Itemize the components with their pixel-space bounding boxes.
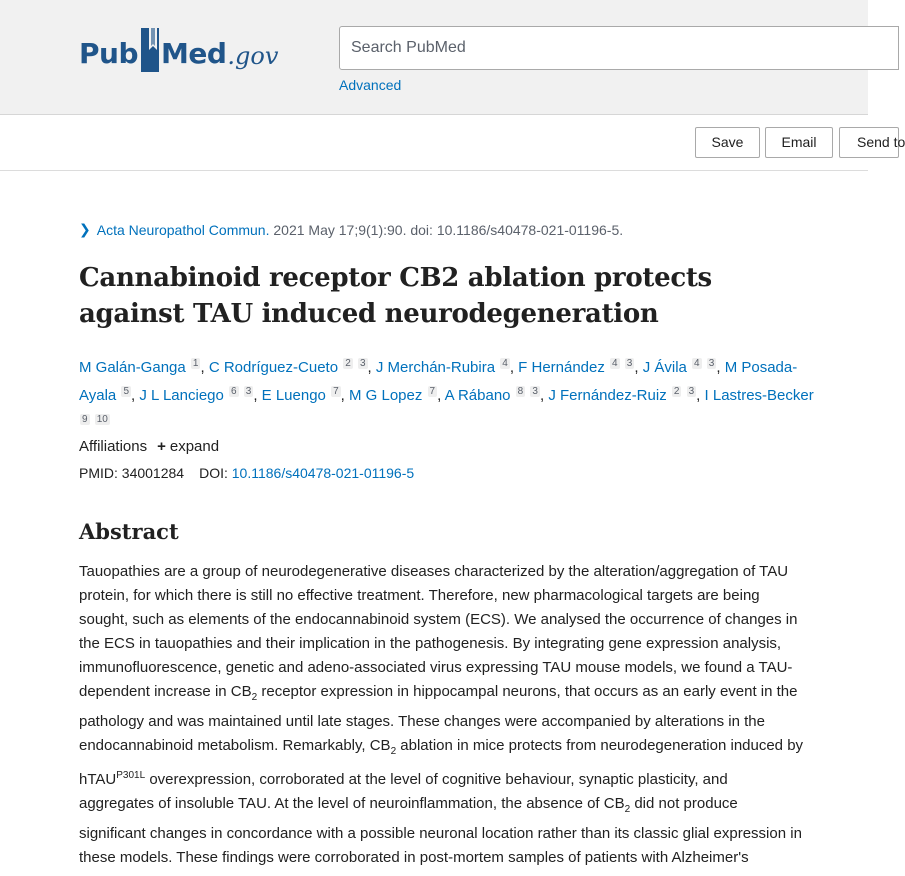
affiliation-ref[interactable]: 2 — [345, 358, 351, 369]
journal-citation — [79, 222, 623, 239]
doi-link[interactable]: 10.1186/s40478-021-01196-5 — [231, 465, 415, 481]
journal-link[interactable]: Acta Neuropathol Commun. — [96, 222, 270, 238]
subscript: 2 — [624, 804, 631, 815]
author-link[interactable]: M G Lopez — [348, 387, 423, 404]
affiliation-ref[interactable]: 5 — [123, 386, 129, 397]
author-link[interactable]: J L Lanciego — [139, 387, 224, 404]
affiliation-ref[interactable]: 3 — [532, 386, 538, 397]
abstract-heading: Abstract — [79, 519, 179, 544]
citation-details: 2021 May 17;9(1):90. doi: 10.1186/s40478-021-01196-5. — [269, 222, 624, 238]
affiliation-ref[interactable]: 3 — [359, 358, 366, 369]
author-link[interactable]: M Posada-Ayala — [79, 359, 798, 404]
author-link[interactable]: J Fernández-Ruiz — [548, 387, 667, 404]
affiliation-ref[interactable]: 3 — [626, 358, 633, 369]
logo-text-med: Med — [161, 37, 227, 70]
advanced-search-link[interactable]: Advanced — [339, 77, 402, 93]
affiliation-ref[interactable]: 8 — [517, 386, 524, 397]
email-button[interactable]: Email — [765, 127, 833, 158]
chevron-right-icon[interactable]: ❯ — [79, 221, 91, 237]
author-link[interactable]: C Rodríguez-Cueto — [208, 359, 339, 376]
author-link[interactable]: M Galán-Ganga — [79, 359, 186, 376]
affiliation-ref[interactable]: 3 — [688, 386, 695, 397]
affiliation-ref[interactable]: 1 — [192, 358, 199, 369]
logo-text-gov: .gov — [227, 42, 279, 70]
site-header — [0, 0, 868, 115]
doi-label: DOI: — [199, 465, 232, 481]
abstract-text — [79, 560, 805, 870]
abstract-part: Tauopathies are a group of neurodegenerative diseases characterized by the alteration/aggregation of TAU protein, for which there is still no effective treatment. Therefore, new pharmacological targets are being sought, such as elements of the endocannabinoid system (ECS). We analysed the occurrence of changes in the ECS in tauopathies and their implication in the pathogenesis. By integrating gene expression analysis, immunofluorescence, genetic and adeno-associated virus expressing TAU mouse models, we found a TAU-dependent increase in CB — [79, 563, 798, 700]
affiliation-ref[interactable]: 6 — [231, 386, 237, 397]
author-link[interactable]: J Ávila — [642, 359, 687, 376]
affiliation-ref[interactable]: 7 — [429, 386, 436, 397]
subscript: 2 — [390, 746, 397, 757]
affiliation-ref[interactable]: 2 — [673, 386, 680, 397]
affiliations-label: Affiliations — [79, 438, 148, 455]
identifiers — [79, 465, 414, 481]
superscript: P301L — [116, 770, 146, 781]
abstract-part: did not produce significant changes in concordance with a possible neuronal location rather than its classic glial expression in these models. These findings were corroborated in post-mortem samples of patients with Alzheimer's — [79, 795, 802, 866]
send-to-button[interactable]: Send to — [839, 127, 899, 158]
affiliation-ref[interactable]: 3 — [245, 386, 252, 397]
author-link[interactable]: I Lastres-Becker — [704, 387, 814, 404]
save-button[interactable]: Save — [695, 127, 760, 158]
affiliation-ref[interactable]: 3 — [708, 358, 715, 369]
affiliation-ref[interactable]: 4 — [694, 358, 700, 369]
pmid-value: 34001284 — [121, 465, 185, 481]
author-link[interactable]: J Merchán-Rubira — [375, 359, 496, 376]
bookmark-logo-icon — [139, 26, 161, 74]
pubmed-logo[interactable] — [79, 22, 278, 74]
affiliation-ref[interactable]: 4 — [612, 358, 618, 369]
expand-label[interactable]: expand — [169, 438, 220, 455]
logo-text-pub: Pub — [79, 37, 138, 70]
affiliation-ref[interactable]: 10 — [96, 414, 108, 425]
affiliation-ref[interactable]: 4 — [502, 358, 508, 369]
subscript: 2 — [251, 692, 258, 703]
abstract-part: ablation in mice protects from neurodegeneration induced by hTAU — [79, 737, 804, 788]
pmid-label: PMID: — [79, 465, 122, 481]
author-link[interactable]: E Luengo — [261, 387, 326, 404]
plus-icon: + — [157, 438, 166, 455]
author-list: M Galán-Ganga $^1$ , C Rodríguez-Cueto $^2$ $^3$ , J Merchán-Rubira $^4$ , F Hernández $^4$ $^3$ , J Ávila $^4$ $^3$ , M Posada-Ayala $^5$ , J L Lanciego $^6$ $^3$ , E Luengo $^7$ , M G Lopez $^7$ , A Rábano $^8$ $^3$ , J Fernández-Ruiz $^2$ $^3$ , I Lastres-Becker $^9$ $^{10}$ — [79, 358, 814, 425]
author-link[interactable]: F Hernández — [518, 359, 605, 376]
article-title: Cannabinoid receptor CB2 ablation protects against TAU induced neurodegeneration — [79, 263, 712, 329]
author-link[interactable]: A Rábano — [444, 387, 511, 404]
search-input[interactable] — [339, 26, 899, 70]
affiliation-ref[interactable]: 7 — [333, 386, 339, 397]
abstract-part: receptor expression in hippocampal neurons, that occurs as an early event in the pathology and was maintained until late stages. These changes were accompanied by alterations in the endocannabinoid metabolism. Remarkably, CB — [79, 683, 798, 754]
abstract-part: overexpression, corroborated at the level of cognitive behaviour, synaptic plasticity, and aggregates of insoluble TAU. At the level of neuroinflammation, the absence of CB — [79, 771, 728, 812]
affiliation-ref[interactable]: 9 — [82, 414, 88, 425]
affiliations-toggle[interactable] — [79, 438, 219, 455]
action-bar — [0, 116, 905, 171]
